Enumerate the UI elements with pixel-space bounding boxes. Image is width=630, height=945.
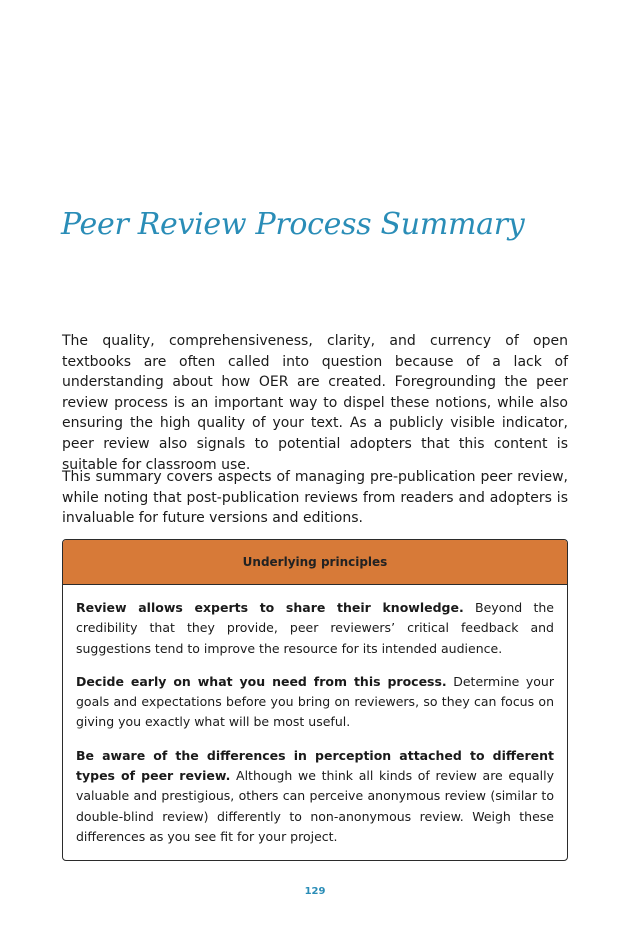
principle-text: Beyond the credibility that they provide, peer reviewers’ critical feedback and suggestions tend to improve the resource for its intended audience. <box>76 600 554 656</box>
principle-item <box>76 746 554 847</box>
principle-text: Although we think all kinds of review are equally valuable and prestigious, others can perceive anonymous review (similar to double-blind review) differently to non-anonymous review. Weigh these differences as you see fit for your project. <box>76 768 554 844</box>
page-number: 129 <box>304 886 326 897</box>
principles-box-body <box>63 585 567 847</box>
principles-box-title: Underlying principles <box>242 555 388 569</box>
intro-paragraph-1: The quality, comprehensiveness, clarity, and currency of open textbooks are often called into question because of a lack of understanding about how OER are created. Foregrounding the peer review process is an important way to dispel these notions, while also ensuring the high quality of your text. As a publicly visible indicator, peer review also signals to potential adopters that this content is suitable for classroom use. <box>62 333 568 473</box>
intro-paragraph-2: This summary covers aspects of managing pre-publication peer review, while noting that post-publication reviews from readers and adopters is invaluable for future versions and editions. <box>62 469 568 527</box>
page-title: Peer Review Process Summary <box>61 207 525 242</box>
principle-item <box>76 598 554 659</box>
principle-lead: Decide early on what you need from this process. <box>76 673 447 689</box>
principle-item <box>76 672 554 733</box>
principles-box-header <box>63 540 567 585</box>
principles-box <box>62 539 568 861</box>
principle-lead: Be aware of the differences in perception attached to different types of peer review. <box>76 747 554 784</box>
principle-lead: Review allows experts to share their knowledge. <box>76 600 464 615</box>
principle-text: Determine your goals and expectations before you bring on reviewers, so they can focus on giving you exactly what will be most useful. <box>76 673 554 730</box>
